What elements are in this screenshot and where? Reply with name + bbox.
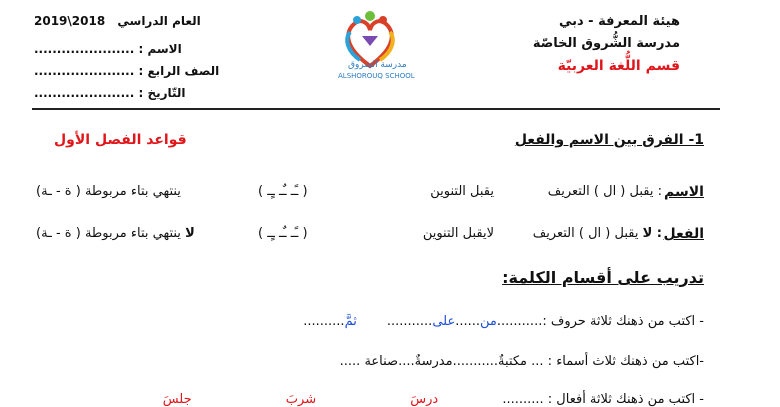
q1-answer-1: من [480,314,497,329]
verb-taa-neg: لا [185,226,195,241]
year-label: العام الدراسي [117,14,201,28]
grade-label: الصف الرابع : [138,64,220,78]
logo-heart-icon [330,6,410,82]
section2-title: تدريب على أقسام الكلمة: [502,268,704,287]
q1-row [303,314,704,329]
q2-prompt: -اكتب من ذهنك ثلاث أسماء : ... [531,354,704,369]
q3-answer-2: شربَ [285,392,317,407]
date-dots: ...................... [34,86,135,100]
verb-label: الفعل [663,226,704,242]
noun-taa-marbuta: ينتهي بتاء مربوطة ( ة - ـة) [36,184,181,199]
verb-definite-text: يقبل ( ال ) التعريف [532,226,639,241]
name-line [34,42,182,56]
verb-definite-neg: : لا [642,226,662,241]
section1-title: 1- الفرق بين الاسم والفعل [514,132,704,148]
q2-dots-1: ........... [452,354,499,369]
year-value: 2019\2018 [34,14,106,28]
verb-tanween-label: لايقبل التنوين [422,226,494,241]
logo-text-arabic: مدرسة الشروق [348,60,407,70]
grade-dots: ...................... [34,64,135,78]
q1-prompt: - اكتب من ذهنك ثلاثة حروف :........... [496,314,704,329]
date-line [34,86,186,100]
name-dots: ...................... [34,42,135,56]
header-divider [32,108,720,110]
q2-answer-2: مدرسةٌ [414,354,453,369]
q2-row [340,354,704,369]
q3-answer-1: درسَ [410,392,439,407]
school-name: مدرسة الشُّروق الخاصّة [532,36,680,51]
department-name: قسم اللُّغة العربيّة [557,58,680,74]
q2-answer-1: مكتبةٌ [498,354,528,369]
q3-prompt: - اكتب من ذهنك ثلاثة أفعال : .......... [502,392,704,407]
name-label: الاسم : [138,42,182,56]
verb-tanween-marks: ( ـًـ ـٌـ ـٍـ ) [258,226,308,241]
noun-label: الاسم [664,184,704,200]
authority-name: هيئة المعرفة - دبي [558,14,680,29]
section1-side-title: قواعد الفصل الأول [54,132,187,148]
q2-answer-3: ....صناعة ..... [339,354,415,369]
q3-answer-3: جلسَ [162,392,192,407]
noun-tanween-label: يقبل التنوين [430,184,494,199]
verb-taa-marbuta [36,226,195,241]
school-logo [330,6,410,82]
q1-answer-3: ثمَّ [344,314,357,329]
grade-line [34,64,219,78]
q1-dots-1: ...... [455,314,481,329]
logo-text-english: ALSHOROUQ SCHOOL [338,72,415,80]
noun-definite: : يقبل ( ال ) التعريف [547,184,662,199]
date-label: التّاريخ : [138,86,186,100]
q1-answer-2: على [432,314,456,329]
q1-dots-3: .......... [303,314,345,329]
noun-tanween-marks: ( ـًـ ـٌـ ـٍـ ) [258,184,308,199]
verb-definite [533,226,662,241]
academic-year [34,14,201,28]
q1-dots-2: ........... [386,314,433,329]
verb-taa-text: ينتهي بتاء مربوطة ( ة - ـة) [36,226,181,241]
